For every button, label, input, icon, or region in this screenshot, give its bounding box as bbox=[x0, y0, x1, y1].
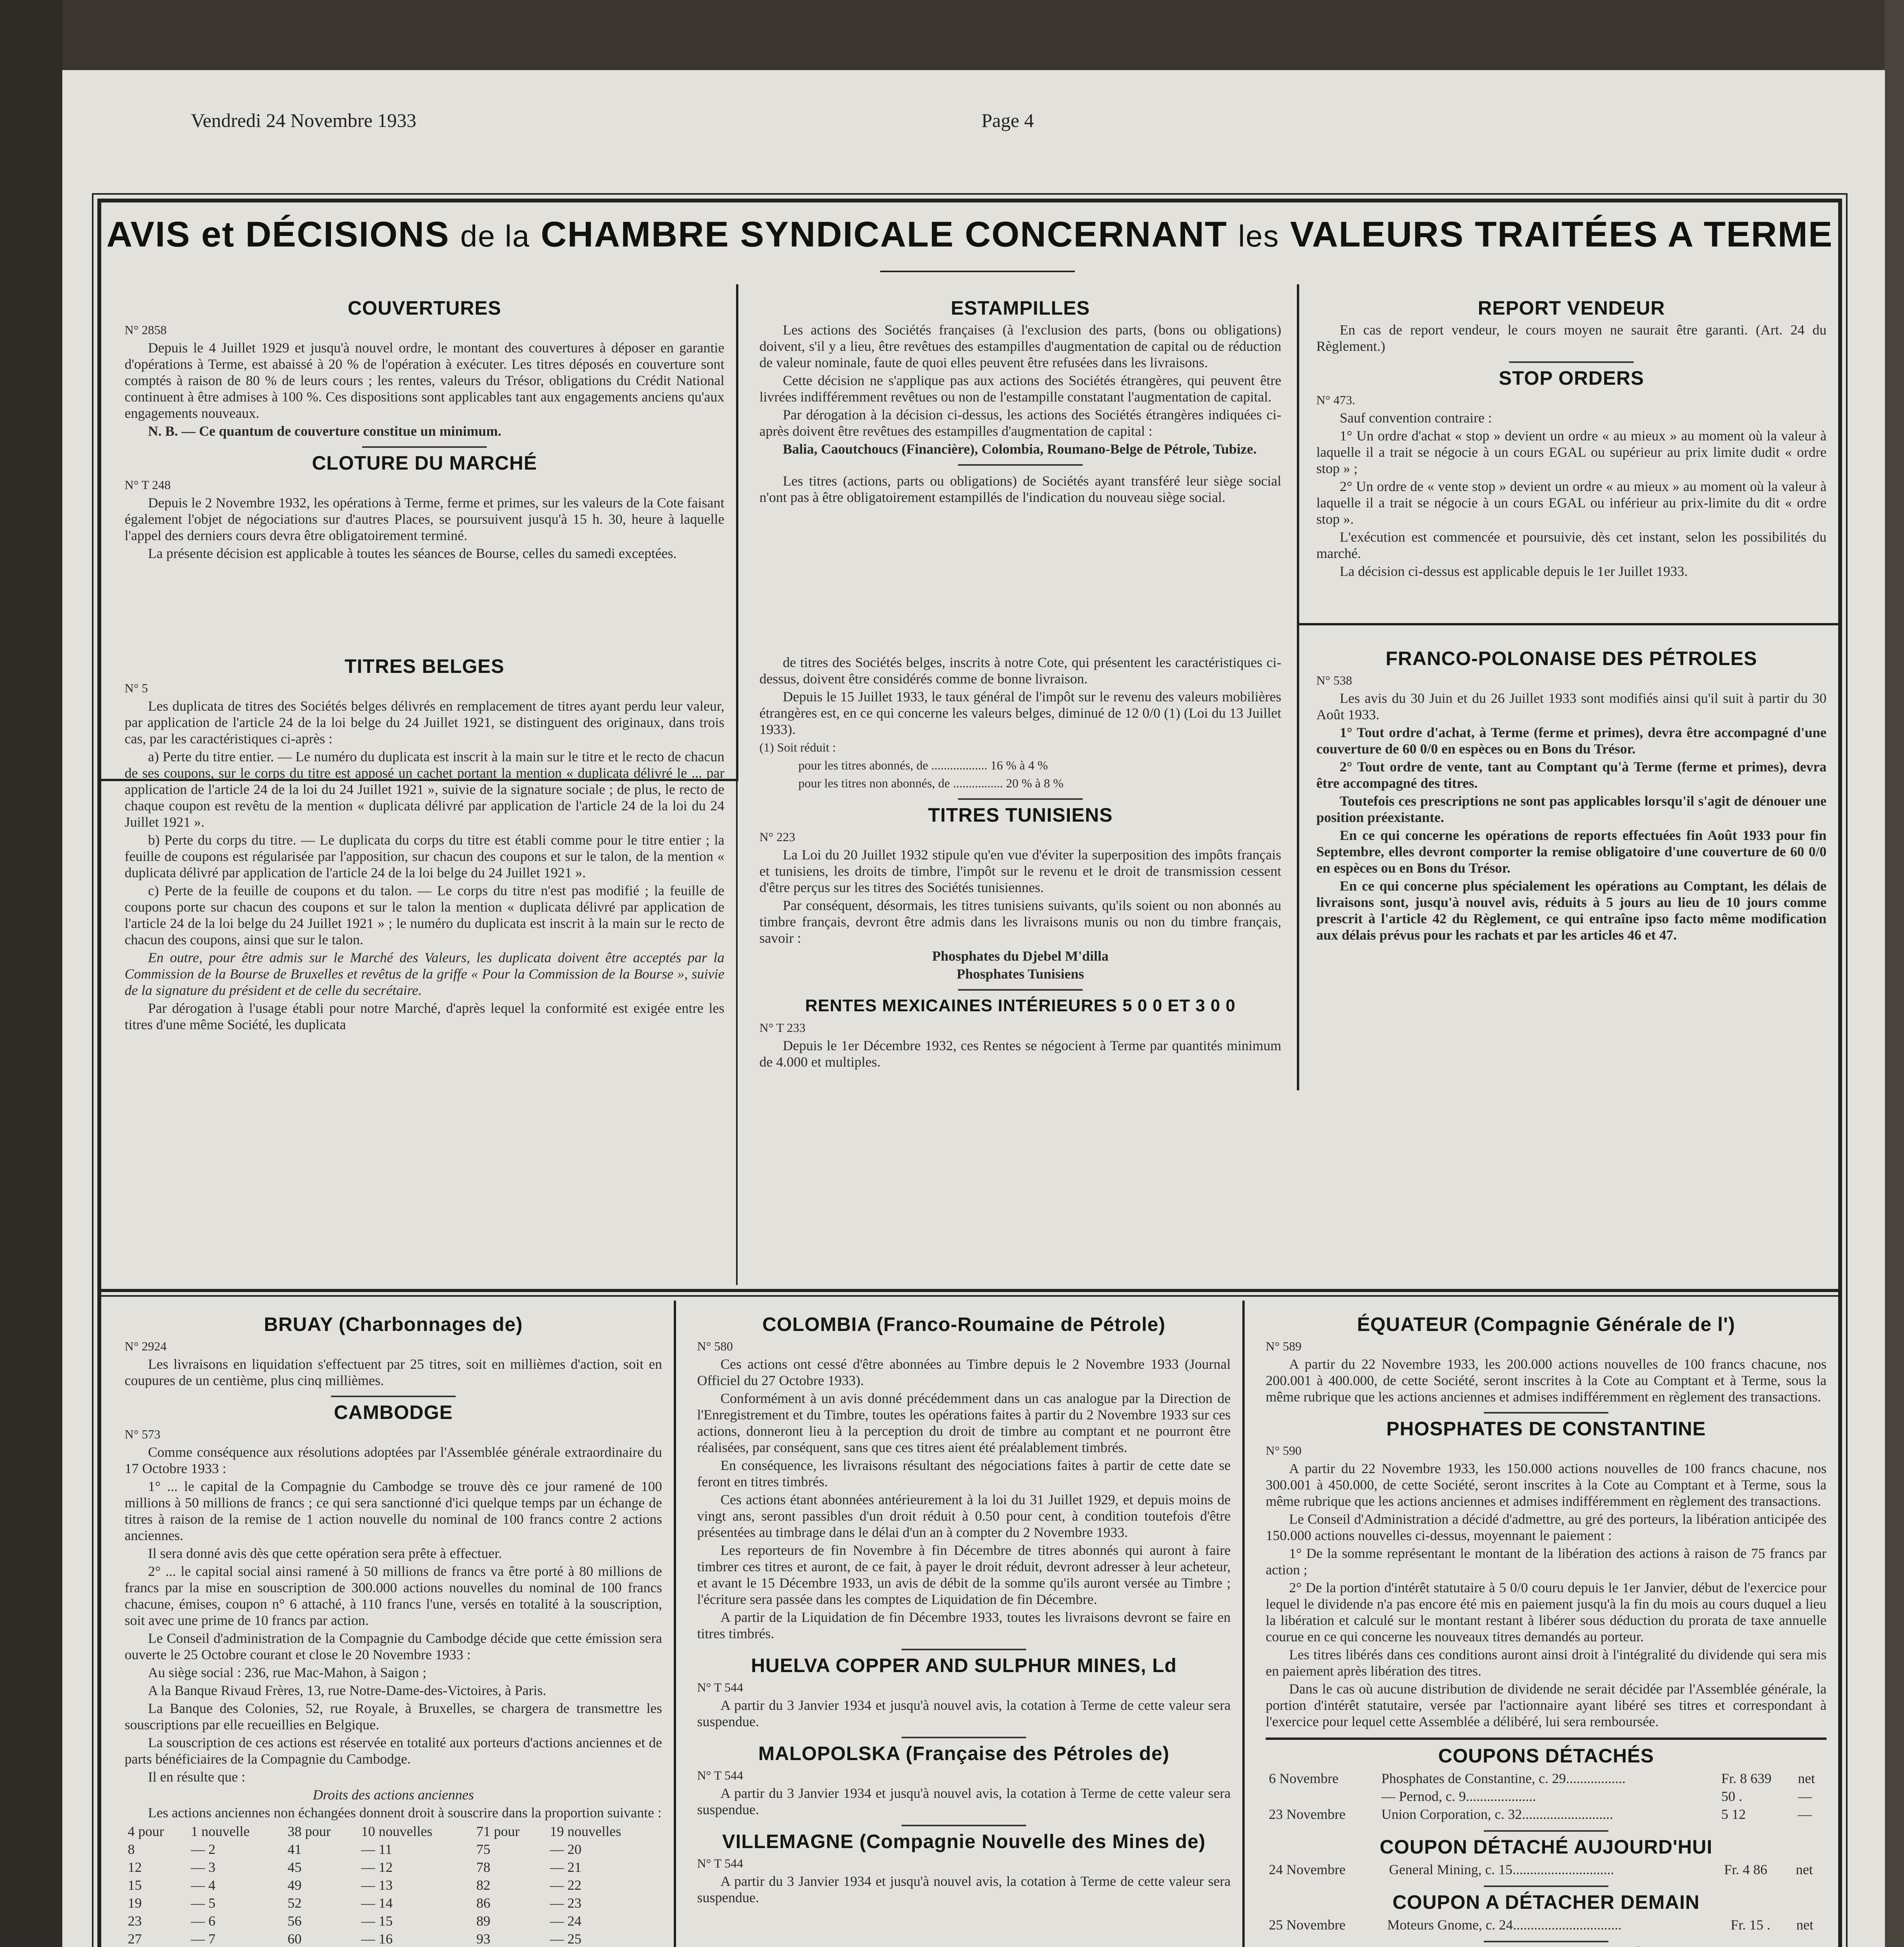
heading-cloture: CLOTURE DU MARCHÉ bbox=[312, 452, 537, 474]
paragraph: a) Perte du titre entier. — Le numéro du duplicata est inscrit à la main sur le titre et le recto de chacun de ses coupons, sur le corps du titre est apposé un cachet portant la mention « duplicata délivré le ... par application de l'article 24 de la loi du 24 Juillet 1921 », suivie de la signature sociale ; de plus, le recto de chaque coupon est revêtu de la mention « duplicata délivré par application de l'article 24 de la loi du 24 Juillet 1921 ». bbox=[125, 749, 724, 830]
table-cell: — 16 bbox=[361, 1931, 393, 1947]
heading-huelva: HUELVA COPPER AND SULPHUR MINES, Ld bbox=[751, 1655, 1177, 1676]
paragraph: La souscription de ces actions est réservée en totalité aux porteurs d'actions anciennes et de parts bénéficiaires de la Compagnie du Cambodge. bbox=[125, 1735, 662, 1767]
paragraph: En ce qui concerne plus spécialement les opérations au Comptant, les délais de livraisons sont, jusqu'à nouvel avis, réduits à 5 jours au lieu de 10 jours comme prescrit à l'article 42 du Règlement, ce qui entraîne ipso facto même modification aux délais prévus pour les rachats et par les articles 46 et 47. bbox=[1316, 878, 1827, 943]
paragraph: 2° Un ordre de « vente stop » devient un ordre « au mieux » au moment où la valeur à laquelle il a trait se négocie à un cours EGAL ou inférieur au prix-limite du dit « ordre stop ». bbox=[1316, 479, 1827, 527]
table-row bbox=[1266, 1805, 1827, 1823]
table-cell: 12 bbox=[128, 1859, 142, 1875]
table-row bbox=[125, 1912, 662, 1930]
short-rule bbox=[958, 798, 1083, 800]
paragraph: En conséquence, les livraisons résultant des négociations faites à partir de cette date se feront en titres timbrés. bbox=[697, 1458, 1231, 1489]
heading-malopolska: MALOPOLSKA (Française des Pétroles de) bbox=[758, 1743, 1170, 1764]
table-row bbox=[1266, 1769, 1827, 1787]
paragraph: Comme conséquence aux résolutions adoptées par l'Assemblée générale extraordinaire du 17 Octobre 1933 : bbox=[125, 1444, 662, 1476]
table-cell: 15 bbox=[128, 1877, 142, 1893]
paragraph-list: Balia, Caoutchoucs (Financière), Colombia, Roumano-Belge de Pétrole, Tubize. bbox=[783, 441, 1257, 457]
paragraph: b) Perte du corps du titre. — Le duplicata du corps du titre est établi comme pour le titre entier ; la feuille de coupons est régularisée par l'apposition, sur chacun des coupons et sur le talon, de la mention « duplicata délivré par application de l'article 24 de la loi belge du 24 Juillet 1921 ». bbox=[125, 832, 724, 880]
section-divider bbox=[1297, 623, 1838, 625]
table-header-row bbox=[125, 1822, 662, 1840]
page-banner bbox=[101, 214, 1838, 255]
coupon-date: 6 Novembre bbox=[1269, 1771, 1339, 1786]
paragraph: La présente décision est applicable à toutes les séances de Bourse, celles du samedi exceptées. bbox=[148, 546, 677, 561]
table-cell: — 24 bbox=[550, 1913, 582, 1929]
table-cell: — 13 bbox=[361, 1877, 393, 1893]
table-cell: 49 bbox=[287, 1877, 302, 1893]
table-header-cell: 71 pour bbox=[476, 1824, 520, 1839]
paragraph: Par dérogation à la décision ci-dessus, les actions des Sociétés étrangères indiquées ci-après doivent être revêtues des estampilles d'augmentation de capital : bbox=[759, 407, 1281, 439]
paragraph: 1° ... le capital de la Compagnie du Cambodge se trouve dès ce jour ramené de 100 millions à 50 millions de francs ; ce qui sera sanctionné d'ici quelque temps par un échange de titres à raison de la remise de 1 action nouvelle du nominal de 100 francs contre 2 actions anciennes. bbox=[125, 1479, 662, 1543]
paragraph: 2° ... le capital social ainsi ramené à 50 millions de francs va être porté à 80 millions de francs par la mise en souscription de 300.000 actions nouvelles du nominal de 100 francs chacune, émises, coupon n° 6 attaché, à 110 francs l'une, versés en totalité à la souscription, soit avec une prime de 10 francs par action. bbox=[125, 1563, 662, 1628]
coupon-unit: net bbox=[1796, 1862, 1813, 1877]
paragraph: A partir du 22 Novembre 1933, les 200.000 actions nouvelles de 100 francs chacune, nos 200.001 à 400.000, de cette Société, seront inscrites à la Cote au Comptant et à Terme, sous la même rubrique que les actions anciennes et admises indifféremment en règlement des transactions. bbox=[1266, 1356, 1827, 1405]
paragraph: Les avis du 30 Juin et du 26 Juillet 1933 sont modifiés ainsi qu'il suit à partir du 30 Août 1933. bbox=[1316, 690, 1827, 722]
table-cell: — 6 bbox=[191, 1913, 216, 1929]
page-number: Page 4 bbox=[981, 109, 1034, 131]
heading-couvertures: COUVERTURES bbox=[347, 297, 502, 319]
table-cell: 93 bbox=[476, 1931, 491, 1947]
table-cell: — 4 bbox=[191, 1877, 216, 1893]
column-divider bbox=[674, 1301, 676, 1947]
paragraph: Les reporteurs de fin Novembre à fin Décembre de titres abonnés qui auront à faire timbrer ces titres et auront, de ce fait, à payer le droit réduit, devront adresser à leur acheteur, et avant le 15 Décembre 1933, un avis de débit de la somme qu'ils auront versée au Timbre ; l'écriture sera passée dans les comptes de Liquidation de fin Décembre. bbox=[697, 1542, 1231, 1607]
section-divider bbox=[1266, 1738, 1827, 1740]
short-rule bbox=[1509, 361, 1634, 363]
column-lower-middle bbox=[697, 1312, 1231, 1907]
table-cell: — 25 bbox=[550, 1931, 582, 1947]
paragraph: Depuis le 2 Novembre 1932, les opérations à Terme, ferme et primes, sur les valeurs de la Cote faisant également l'objet de négociations sur d'autres Places, se poursuivent jusqu'à 15 h. 30, heure à laquelle l'appel des derniers cours devra être obligatoirement terminé. bbox=[125, 495, 724, 543]
column-top-right bbox=[1316, 296, 1827, 581]
paragraph: de titres des Sociétés belges, inscrits à notre Cote, qui présentent les caractéristiques ci-dessus, doivent être considérés comme de bonne livraison. bbox=[759, 655, 1281, 687]
table-row bbox=[1266, 1916, 1827, 1934]
paragraph-note: N. B. — Ce quantum de couverture constitue un minimum. bbox=[148, 423, 502, 439]
ref-number: N° 590 bbox=[1266, 1444, 1302, 1458]
column-divider bbox=[1242, 1301, 1245, 1947]
ref-number: N° 538 bbox=[1316, 673, 1352, 687]
banner-part-b: de la bbox=[460, 219, 530, 253]
column-divider bbox=[736, 284, 738, 779]
paragraph: Par dérogation à l'usage établi pour notre Marché, d'après lequel la conformité est exigée entre les titres d'une même Société, les duplicata bbox=[125, 1000, 724, 1032]
short-rule bbox=[1484, 1885, 1608, 1887]
paragraph: Depuis le 4 Juillet 1929 et jusqu'à nouvel ordre, le montant des couvertures à déposer en garantie d'opérations à Terme, est abaissé à 20 % de l'opération à exécuter. Les titres déposés en couverture sont comptés à raison de 80 % de leurs cours ; les rentes, valeurs du Trésor, obligations du Crédit National continuent à être admises à 100 %. Ces dispositions sont applicables tant aux engagements anciens qu'aux engagements nouveaux. bbox=[125, 340, 724, 421]
paragraph: A partir du 22 Novembre 1933, les 150.000 actions nouvelles de 100 francs chacune, nos 300.001 à 450.000, de cette Société, seront inscrites à la Cote au Comptant et à Terme, sous la même rubrique que les actions anciennes et admises indifféremment en règlement des transactions. bbox=[1266, 1461, 1827, 1509]
list-item: Phosphates du Djebel M'dilla bbox=[932, 948, 1109, 964]
heading-report-vendeur: REPORT VENDEUR bbox=[1478, 297, 1665, 319]
table-cell: — 15 bbox=[361, 1913, 393, 1929]
paragraph: 2° Tout ordre de vente, tant au Comptant qu'à Terme (ferme et primes), devra être accompagné des titres. bbox=[1316, 759, 1827, 791]
table-cell: — 3 bbox=[191, 1859, 216, 1875]
ref-number: N° 223 bbox=[759, 830, 795, 844]
short-rule bbox=[902, 1649, 1026, 1650]
table-row bbox=[125, 1858, 662, 1876]
section-divider-double bbox=[101, 1289, 1838, 1292]
paragraph: Les actions des Sociétés françaises (à l'exclusion des parts, (bons ou obligations) doivent, s'il y a lieu, être revêtues des estampilles d'augmentation de capital ou de réduction de valeur nominale, faute de quoi elles peuvent être refusées dans les livraisons. bbox=[759, 322, 1281, 370]
banner-part-d: les bbox=[1238, 219, 1280, 253]
table-cell: — 14 bbox=[361, 1895, 393, 1911]
paragraph: Au siège social : 236, rue Mac-Mahon, à Saigon ; bbox=[148, 1665, 426, 1680]
paragraph: En outre, pour être admis sur le Marché des Valeurs, les duplicata doivent être acceptés par la Commission de la Bourse de Bruxelles et revêtus de la griffe « Pour la Commission de la Bourse », suivie de la signature du président et de celle du secrétaire. bbox=[125, 950, 724, 998]
paragraph: Le Conseil d'administration de la Compagnie du Cambodge décide que cette émission sera ouverte le 25 Octobre courant et close le 20 Novembre 1933 : bbox=[125, 1630, 662, 1662]
column-franco-polonaise bbox=[1316, 646, 1827, 945]
paragraph: Les titres (actions, parts ou obligations) de Sociétés ayant transféré leur siège social n'ont pas à être obligatoirement estampillés de l'indication du nouveau siège social. bbox=[759, 473, 1281, 505]
subscription-table bbox=[125, 1822, 662, 1947]
table-cell: 78 bbox=[476, 1859, 491, 1875]
paragraph: A partir du 3 Janvier 1934 et jusqu'à nouvel avis, la cotation à Terme de cette valeur sera suspendue. bbox=[697, 1785, 1231, 1817]
coupon-demain-table bbox=[1266, 1916, 1827, 1934]
coupons-detaches-table bbox=[1266, 1769, 1827, 1823]
table-row bbox=[125, 1894, 662, 1912]
ref-number: N° T 544 bbox=[697, 1856, 743, 1870]
table-cell: 75 bbox=[476, 1841, 491, 1857]
paragraph: Ces actions étant abonnées antérieurement à la loi du 31 Juillet 1929, et depuis moins de vingt ans, seront passibles d'un droit réduit à 0.50 pour cent, à condition toutefois d'être présentées au timbrage dans le délai d'un an à compter du 2 Novembre 1933. bbox=[697, 1492, 1231, 1540]
heading-titres-belges: TITRES BELGES bbox=[344, 655, 505, 677]
coupon-amount: Fr. 4 86 bbox=[1724, 1862, 1768, 1877]
table-cell: 86 bbox=[476, 1895, 491, 1911]
coupon-amount: 50 . bbox=[1721, 1789, 1742, 1804]
paragraph: Le Conseil d'Administration a décidé d'admettre, au gré des porteurs, la libération anticipée des 150.000 actions nouvelles ci-dessus, moyennant le paiement : bbox=[1266, 1511, 1827, 1543]
coupon-name: Phosphates de Constantine, c. 29................. bbox=[1381, 1771, 1626, 1786]
table-row bbox=[125, 1930, 662, 1947]
short-rule bbox=[1484, 1412, 1608, 1414]
heading-franco-polonaise: FRANCO-POLONAISE DES PÉTROLES bbox=[1385, 648, 1758, 669]
ref-number: N° T 248 bbox=[125, 478, 171, 492]
banner-part-a: AVIS et DÉCISIONS bbox=[106, 215, 450, 254]
paragraph: A partir du 3 Janvier 1934 et jusqu'à nouvel avis, la cotation à Terme de cette valeur sera suspendue. bbox=[697, 1697, 1231, 1729]
footnote: (1) Soit réduit : bbox=[759, 740, 836, 754]
table-cell: 82 bbox=[476, 1877, 491, 1893]
table-cell: 52 bbox=[287, 1895, 302, 1911]
paragraph: A partir de la Liquidation de fin Décembre 1933, toutes les livraisons devront se faire en titres timbrés. bbox=[697, 1609, 1231, 1641]
paragraph: Sauf convention contraire : bbox=[1340, 410, 1492, 426]
coupon-unit: — bbox=[1798, 1789, 1812, 1804]
table-header-cell: 10 nouvelles bbox=[361, 1824, 433, 1839]
coupon-aujourdhui-table bbox=[1266, 1861, 1827, 1878]
short-rule bbox=[902, 1737, 1026, 1738]
short-rule bbox=[958, 989, 1083, 991]
coupon-amount: Fr. 15 . bbox=[1730, 1917, 1770, 1933]
column-top-left bbox=[125, 296, 724, 563]
short-rule bbox=[1484, 1830, 1608, 1832]
coupon-name: Moteurs Gnome, c. 24............................... bbox=[1387, 1917, 1622, 1933]
ref-number: N° 580 bbox=[697, 1339, 733, 1353]
paragraph: Les actions anciennes non échangées donnent droit à souscrire dans la proportion suivante : bbox=[148, 1805, 662, 1820]
table-row bbox=[1266, 1787, 1827, 1805]
coupon-unit: net bbox=[1798, 1771, 1815, 1786]
coupon-unit: net bbox=[1796, 1917, 1814, 1933]
paragraph: Il sera donné avis dès que cette opération sera prête à effectuer. bbox=[148, 1546, 502, 1561]
banner-underline bbox=[880, 271, 1075, 272]
paragraph: Il en résulte que : bbox=[148, 1769, 245, 1785]
coupon-name: Union Corporation, c. 32.......................... bbox=[1381, 1806, 1613, 1822]
table-cell: — 7 bbox=[191, 1931, 216, 1947]
paragraph: Les duplicata de titres des Sociétés belges délivrés en remplacement de titres ayant perdu leur valeur, par application de l'article 24 de la loi belge du 24 Juillet 1921, se distinguent des originaux, dans trois cas, par les caractéristiques ci-après : bbox=[125, 698, 724, 746]
paragraph: Conformément à un avis donné précédemment dans un cas analogue par la Direction de l'Enregistrement et du Timbre, toutes les opérations faites à partir du 2 Novembre 1933 sur ces actions, donneront lieu à la perception du droit de timbre au comptant et ne pourront être réalisées, par conséquent, sans que ces titres aient été préalablement timbrés. bbox=[697, 1391, 1231, 1455]
coupon-amount: Fr. 8 639 bbox=[1721, 1771, 1772, 1786]
footnote-line: pour les titres non abonnés, de ................ 20 % à 8 % bbox=[798, 776, 1064, 790]
short-rule bbox=[958, 464, 1083, 466]
coupon-name: — Pernod, c. 9.................... bbox=[1381, 1789, 1536, 1804]
heading-coupons-detaches: COUPONS DÉTACHÉS bbox=[1438, 1745, 1654, 1767]
short-rule bbox=[331, 1396, 456, 1397]
heading-coupon-demain: COUPON A DÉTACHER DEMAIN bbox=[1392, 1891, 1700, 1913]
heading-coupon-aujourdhui: COUPON DÉTACHÉ AUJOURD'HUI bbox=[1379, 1836, 1713, 1858]
paragraph: Toutefois ces prescriptions ne sont pas applicables lorsqu'il s'agit de dénouer une position préexistante. bbox=[1316, 793, 1827, 825]
coupon-date bbox=[1266, 1787, 1378, 1805]
table-cell: 60 bbox=[287, 1931, 302, 1947]
table-cell: 56 bbox=[287, 1913, 302, 1929]
table-cell: — 2 bbox=[191, 1841, 216, 1857]
paragraph: Les titres libérés dans ces conditions auront ainsi droit à l'intégralité du dividende qui sera mis en paiement après libération des titres. bbox=[1266, 1647, 1827, 1679]
subheading: Droits des actions anciennes bbox=[313, 1787, 474, 1803]
ref-number: N° 589 bbox=[1266, 1339, 1302, 1353]
paragraph: 1° Tout ordre d'achat, à Terme (ferme et primes), devra être accompagné d'une couverture de 60 0/0 en espèces ou en Bons du Trésor. bbox=[1316, 725, 1827, 757]
column-belges-cont bbox=[759, 654, 1281, 1072]
table-cell: 45 bbox=[287, 1859, 302, 1875]
table-row bbox=[125, 1840, 662, 1858]
ref-number: N° 2858 bbox=[125, 323, 167, 337]
table-row bbox=[1266, 1861, 1827, 1878]
short-rule bbox=[1484, 1941, 1608, 1942]
list-item: Phosphates Tunisiens bbox=[956, 966, 1084, 982]
ref-number: N° 2924 bbox=[125, 1339, 167, 1353]
paragraph: Ces actions ont cessé d'être abonnées au Timbre depuis le 2 Novembre 1933 (Journal Officiel du 27 Octobre 1933). bbox=[697, 1356, 1231, 1388]
table-cell: — 12 bbox=[361, 1859, 393, 1875]
heading-bruay: BRUAY (Charbonnages de) bbox=[264, 1313, 523, 1335]
paragraph: La décision ci-dessus est applicable depuis le 1er Juillet 1933. bbox=[1340, 563, 1688, 579]
table-cell: — 11 bbox=[361, 1841, 392, 1857]
heading-phosphates: PHOSPHATES DE CONSTANTINE bbox=[1386, 1418, 1706, 1440]
column-lower-left bbox=[125, 1312, 662, 1947]
table-header-cell: 19 nouvelles bbox=[550, 1824, 622, 1839]
paragraph: Depuis le 15 Juillet 1933, le taux général de l'impôt sur le revenu des valeurs mobilières étrangères est, en ce qui concerne les valeurs belges, diminué de 12 0/0 (1) (Loi du 13 Juillet 1933). bbox=[759, 689, 1281, 737]
table-header-cell: 38 pour bbox=[287, 1824, 331, 1839]
table-row bbox=[125, 1876, 662, 1894]
banner-part-e: VALEURS TRAITÉES A TERME bbox=[1290, 215, 1833, 254]
table-cell: — 5 bbox=[191, 1895, 216, 1911]
column-belges bbox=[125, 654, 724, 1034]
footnote-line: pour les titres abonnés, de .................. 16 % à 4 % bbox=[798, 758, 1048, 772]
coupon-name: General Mining, c. 15............................. bbox=[1389, 1862, 1614, 1877]
scan-left-margin bbox=[0, 0, 62, 1947]
heading-estampilles: ESTAMPILLES bbox=[951, 297, 1090, 319]
coupon-unit: — bbox=[1798, 1806, 1812, 1822]
heading-colombia: COLOMBIA (Franco-Roumaine de Pétrole) bbox=[762, 1313, 1166, 1335]
coupon-date: 24 Novembre bbox=[1269, 1862, 1346, 1877]
coupon-date: 25 Novembre bbox=[1269, 1917, 1346, 1933]
heading-equateur: ÉQUATEUR (Compagnie Générale de l') bbox=[1357, 1313, 1735, 1335]
paragraph: A la Banque Rivaud Frères, 13, rue Notre-Dame-des-Victoires, à Paris. bbox=[148, 1683, 546, 1698]
paragraph: Dans le cas où aucune distribution de dividende ne serait décidée par l'Assemblée générale, la portion d'intérêt statutaire, versée par l'actionnaire ayant libéré ses titres et correspondant à l'exercice pour lequel cette Assemblée a délibéré, lui sera remboursée. bbox=[1266, 1681, 1827, 1729]
ref-number: N° T 544 bbox=[697, 1680, 743, 1694]
column-lower-right bbox=[1266, 1312, 1827, 1947]
paragraph: Depuis le 1er Décembre 1932, ces Rentes se négocient à Terme par quantités minimum de 4.000 et multiples. bbox=[759, 1038, 1281, 1070]
paragraph: 1° Un ordre d'achat « stop » devient un ordre « au mieux » au moment où la valeur à laquelle il a trait se négocie à un cours EGAL ou supérieur au prix limite dudit « ordre stop » ; bbox=[1316, 428, 1827, 476]
paragraph: En ce qui concerne les opérations de reports effectuées fin Août 1933 pour fin Septembre, elles devront comporter la remise obligatoire d'une couverture de 60 0/0 en espèces ou en Bons du Trésor. bbox=[1316, 827, 1827, 876]
short-rule bbox=[362, 446, 487, 448]
paragraph: 2° De la portion d'intérêt statutaire à 5 0/0 couru depuis le 1er Janvier, début de l'exercice pour lequel le dividende n'a pas encore été mis en paiement jusqu'à la fin du mois au cours duquel a lieu la libération et calculé sur le montant restant à libérer sous déduction du prorata de taxe annuelle courue en ce qui concerne les nouveaux titres demandés au porteur. bbox=[1266, 1580, 1827, 1644]
heading-rentes-mexicaines: RENTES MEXICAINES INTÉRIEURES 5 0 0 ET 3 0 0 bbox=[805, 996, 1236, 1015]
column-top-middle bbox=[759, 296, 1281, 507]
heading-stop-orders: STOP ORDERS bbox=[1499, 367, 1644, 389]
ref-number: N° 5 bbox=[125, 681, 148, 695]
banner-part-c: CHAMBRE SYNDICALE CONCERNANT bbox=[541, 215, 1228, 254]
table-cell: 8 bbox=[128, 1841, 135, 1857]
paragraph: En cas de report vendeur, le cours moyen ne saurait être garanti. (Art. 24 du Règlement.) bbox=[1316, 322, 1827, 354]
table-cell: — 22 bbox=[550, 1877, 582, 1893]
paragraph: A partir du 3 Janvier 1934 et jusqu'à nouvel avis, la cotation à Terme de cette valeur sera suspendue. bbox=[697, 1873, 1231, 1905]
issue-date: Vendredi 24 Novembre 1933 bbox=[191, 109, 417, 131]
coupon-amount: 5 12 bbox=[1721, 1806, 1746, 1822]
paragraph: Cette décision ne s'applique pas aux actions des Sociétés étrangères, qui peuvent être livrées indifféremment revêtues ou non de l'estampille constatant l'augmentation de capital. bbox=[759, 373, 1281, 405]
paragraph: Les livraisons en liquidation s'effectuent par 25 titres, soit en millièmes d'action, soit en coupures de un centième, plus cinq millièmes. bbox=[125, 1356, 662, 1388]
heading-cambodge: CAMBODGE bbox=[334, 1401, 453, 1423]
paragraph: La Loi du 20 Juillet 1932 stipule qu'en vue d'éviter la superposition des impôts français et tunisiens, les droits de timbre, l'impôt sur le revenu et le droit de transmission cessent d'être perçus sur les titres des Sociétés tunisiennes. bbox=[759, 847, 1281, 895]
table-cell: — 23 bbox=[550, 1895, 582, 1911]
paragraph: L'exécution est commencée et poursuivie, dès cet instant, selon les possibilités du marché. bbox=[1316, 529, 1827, 561]
section-divider-double bbox=[101, 1295, 1838, 1297]
ref-number: N° T 233 bbox=[759, 1021, 806, 1035]
table-cell: — 20 bbox=[550, 1841, 582, 1857]
paragraph: c) Perte de la feuille de coupons et du talon. — Le corps du titre n'est pas modifié ; la feuille de coupons porte sur chacun des coupons et sur le talon la mention « duplicata délivré par application de l'article 24 de la loi belge du 24 Juillet 1921 » ; le numéro du duplicata est inscrit à la main sur le recto de chacun des coupons, ainsi que sur le talon. bbox=[125, 883, 724, 947]
scan-right-margin bbox=[1885, 0, 1904, 1947]
paragraph: Par conséquent, désormais, les titres tunisiens suivants, qu'ils soient ou non abonnés au timbre français, devront être admis dans les livraisons munis ou non du timbre français, savoir : bbox=[759, 898, 1281, 946]
table-cell: 89 bbox=[476, 1913, 491, 1929]
ref-number: N° 473. bbox=[1316, 393, 1355, 407]
notices-frame bbox=[97, 199, 1842, 1947]
heading-titres-tunisiens: TITRES TUNISIENS bbox=[928, 804, 1113, 826]
table-cell: — 21 bbox=[550, 1859, 582, 1875]
table-cell: 19 bbox=[128, 1895, 142, 1911]
coupon-date: 23 Novembre bbox=[1269, 1806, 1346, 1822]
ref-number: N° T 544 bbox=[697, 1768, 743, 1782]
paragraph: 1° De la somme représentant le montant de la libération des actions à raison de 75 francs par action ; bbox=[1266, 1546, 1827, 1577]
ref-number: N° 573 bbox=[125, 1427, 160, 1441]
column-divider bbox=[736, 779, 738, 1285]
table-cell: 23 bbox=[128, 1913, 142, 1929]
table-cell: 41 bbox=[287, 1841, 302, 1857]
paragraph: La Banque des Colonies, 52, rue Royale, à Bruxelles, se chargera de transmettre les souscriptions par elle recueillies en Belgique. bbox=[125, 1701, 662, 1732]
short-rule bbox=[902, 1825, 1026, 1826]
table-header-cell: 4 pour bbox=[128, 1824, 164, 1839]
heading-villemagne: VILLEMAGNE (Compagnie Nouvelle des Mines de) bbox=[722, 1831, 1206, 1852]
column-divider bbox=[1297, 284, 1299, 1090]
table-header-cell: 1 nouvelle bbox=[191, 1824, 250, 1839]
table-cell: 27 bbox=[128, 1931, 142, 1947]
